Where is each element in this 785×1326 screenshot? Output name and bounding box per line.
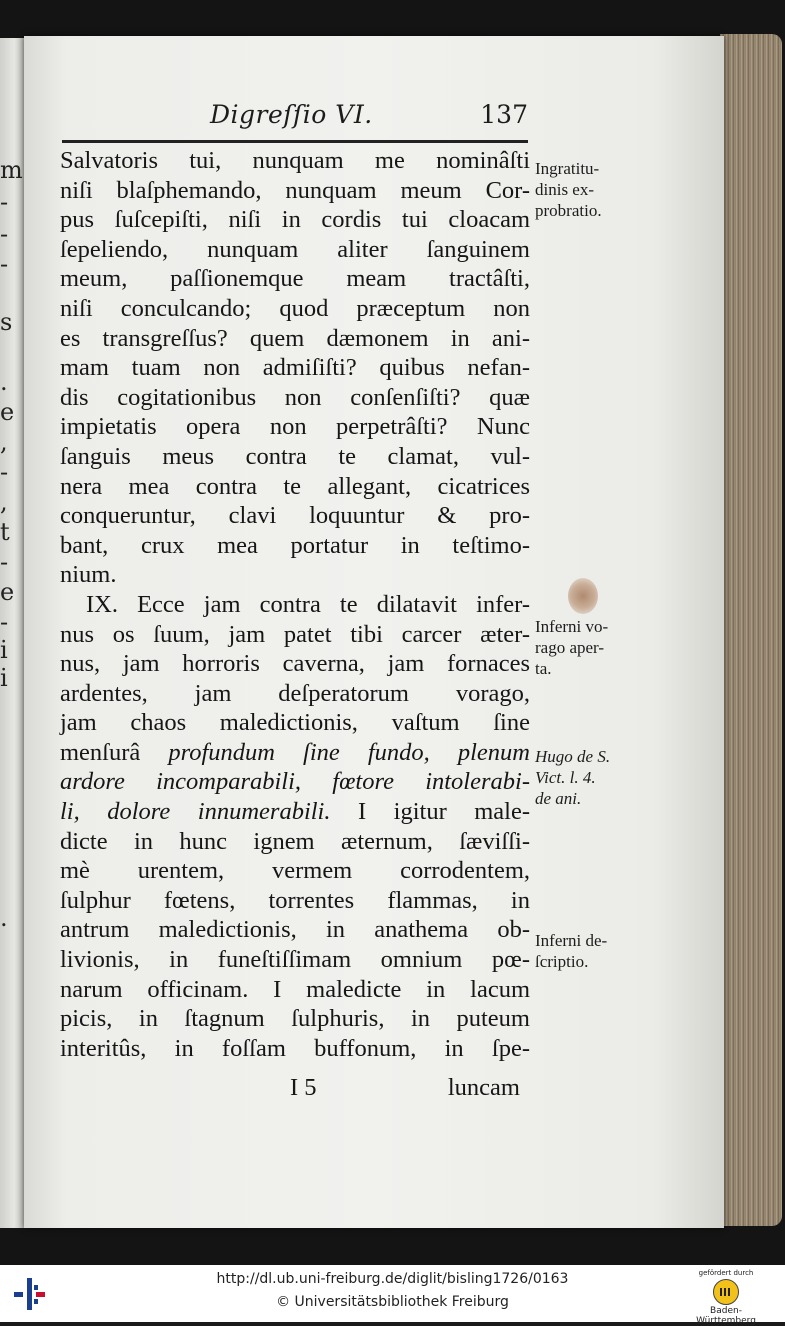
page-header [62, 98, 528, 138]
marginal-line: de ani. [535, 789, 582, 808]
marginal-line: rago aper- [535, 638, 605, 657]
text-line: ſulphur fœtens, torrentes flammas, in [60, 886, 530, 914]
text-line: ſepeliendo, nunquam aliter ſanguinem [60, 235, 530, 263]
text-line: picis, in ſtagnum ſulphuris, in puteum [60, 1005, 530, 1033]
text-line: nium. [60, 561, 117, 589]
running-title: Digreſſio VI. [210, 100, 373, 129]
text-line: antrum maledictionis, in anathema ob- [60, 916, 530, 944]
text-line: niſi blaſphemando, nunquam meum Cor- [60, 176, 530, 204]
prev-page-fragment: - [0, 220, 9, 248]
sponsor-name: Baden-Württemberg [696, 1306, 756, 1326]
italic-quote: li, dolore innumerabili. [60, 798, 331, 826]
prev-page-fragment: - [0, 188, 9, 216]
text-segment: I igitur male- [358, 798, 531, 826]
marginal-note-ingratitude [535, 158, 645, 221]
text-line: narum officinam. I maledicte in lacum [60, 975, 530, 1003]
prev-page-fragment: . [0, 368, 8, 396]
viewer-footer [0, 1265, 785, 1326]
text-line-mixed [60, 797, 530, 827]
prev-page-fragment: - [0, 458, 9, 486]
sponsor-block [681, 1269, 771, 1326]
prev-page-fragment: i [0, 664, 8, 692]
prev-page-fragment: e [0, 578, 15, 606]
marginal-line: Inferni vo- [535, 617, 609, 636]
prev-page-fragment: - [0, 250, 9, 278]
header-rule [62, 140, 528, 143]
marginal-line: Vict. l. 4. [535, 768, 596, 787]
marginal-line: ta. [535, 659, 552, 678]
text-line: dicte in hunc ignem æternum, ſæviſſi- [60, 827, 530, 855]
text-line: mam tuam non admiſiſti? quibus nefan- [60, 354, 530, 382]
text-line: ardentes, jam deſperatorum vorago, [60, 679, 530, 707]
sponsor-label: gefördert durch [698, 1269, 754, 1277]
copyright-notice: © Universitätsbibliothek Freiburg [276, 1294, 509, 1310]
prev-page-fragment: - [0, 608, 9, 636]
marginal-note-hell-opened [535, 616, 645, 679]
prev-page-fragment: . [0, 904, 8, 932]
text-line: meum, paſſionemque meam tractâſti, [60, 265, 530, 293]
document-url[interactable]: http://dl.ub.uni-freiburg.de/diglit/bisling1726/0163 [216, 1271, 569, 1287]
text-line-mixed [60, 738, 530, 768]
text-line: Salvatoris tui, nunquam me nominâſti [60, 147, 530, 174]
text-line: impietatis opera non perpetrâſti? Nunc [60, 413, 530, 441]
prev-page-fragment: t [0, 518, 10, 546]
page-number: 137 [480, 100, 528, 129]
marginal-line: Ingratitu- [535, 159, 600, 178]
prev-page-fragment: s [0, 308, 13, 336]
marginal-line: Hugo de S. [535, 747, 611, 766]
prev-page-fragment: - [0, 548, 9, 576]
text-line: mè urentem, vermem corrodentem, [60, 857, 530, 885]
signature-mark: I 5 [290, 1074, 317, 1101]
text-segment: menſurâ [60, 738, 141, 766]
text-line: es transgreſſus? quem dæmonem in ani- [60, 324, 530, 352]
text-line: pus ſuſcepiſti, niſi in cordis tui cloacam [60, 206, 530, 234]
bw-coat-of-arms-icon [713, 1279, 739, 1305]
text-line: conqueruntur, clavi loquuntur & pro- [60, 502, 530, 530]
catchword: luncam [447, 1074, 520, 1101]
book-page-edges [720, 34, 782, 1226]
italic-quote: profundum ſine fundo, plenum [168, 738, 531, 766]
prev-page-fragment: m [0, 156, 23, 184]
prev-page-fragment: , [0, 488, 8, 516]
text-line: nus, jam horroris caverna, jam fornaces [60, 650, 530, 678]
text-line: bant, crux mea portatur in teſtimo- [60, 531, 530, 559]
text-line: nus os ſuum, jam patet tibi carcer æter- [60, 620, 530, 648]
italic-quote: ardore incomparabili, fœtore intolerabi- [60, 768, 530, 796]
text-line: livionis, in funeſtiſſimam omnium pœ- [60, 946, 530, 974]
marginal-note-citation [535, 746, 645, 809]
previous-page-edge [0, 38, 24, 1228]
prev-page-fragment: i [0, 636, 8, 664]
marginal-line: Inferni de- [535, 931, 608, 950]
prev-page-fragment: , [0, 428, 8, 456]
text-line: nera mea contra te allegant, cicatrices [60, 472, 530, 500]
text-line: ſanguis meus contra te clamat, vul- [60, 442, 530, 470]
marginal-line: dinis ex- [535, 180, 595, 199]
marginal-note-hell-description [535, 930, 645, 972]
marginal-line: ſcriptio. [535, 952, 589, 971]
text-line: interitûs, in foſſam buffonum, in ſpe- [60, 1034, 530, 1062]
text-line: niſi conculcando; quod præceptum non [60, 294, 530, 322]
text-line: dis cogitationibus non conſenſiſti? quæ [60, 383, 530, 411]
text-line: IX. Ecce jam contra te dilatavit infer- [86, 590, 530, 618]
text-line: jam chaos maledictionis, vaſtum ſine [60, 709, 530, 737]
page-footer-line [60, 1074, 520, 1104]
main-text-block [60, 146, 530, 1063]
paper-stain [568, 578, 598, 614]
marginal-line: probratio. [535, 201, 602, 220]
prev-page-fragment: e [0, 398, 15, 426]
